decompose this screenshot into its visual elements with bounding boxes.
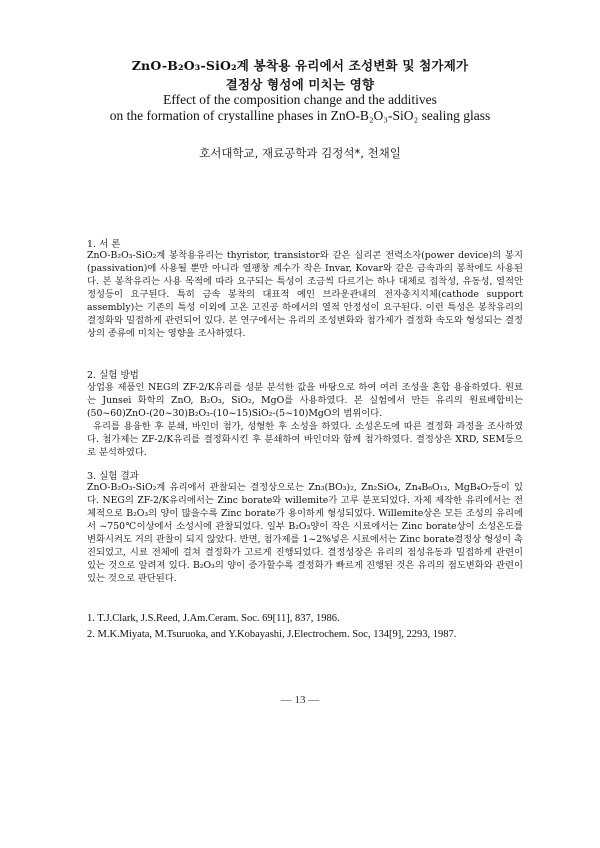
- section-body-introduction: [87, 249, 523, 340]
- reference-list: [87, 611, 527, 643]
- paragraph: 유리를 용융한 후 분쇄, 바인더 첨가, 성형한 후 소성을 하였다. 소성온도에 따른 결정화 과정을 조사하였다. 첨가제는 ZF-2/K유리를 결정화시킨 후 분쇄하여 바인더와 함께 첨가하였다. 결정상은 XRD, SEM등으로 분석하였다.: [87, 421, 523, 458]
- title-korean-line-2: 결정상 형성에 미치는 영향: [225, 77, 375, 92]
- paragraph: 상업용 제품인 NEG의 ZF-2/K유리를 성분 분석한 값을 바탕으로 하여 여러 조성을 혼합 용융하였다. 원료는 Junsei 화학의 ZnO, B₂O₃, SiO₂, MgO를 사용하였다. 본 실험에서 만든 유리의 원료배합비는 (50~60)ZnO-(20~30)B₂O₃-(10~15)SiO₂-(5~10)MgO의 범위이다.: [87, 382, 523, 419]
- section-body-methods: [87, 381, 523, 459]
- section-heading-introduction: 1. 서 론: [87, 239, 121, 250]
- reference-item: 2. M.K.Miyata, M.Tsuruoka, and Y.Kobayashi, J.Electrochem. Soc, 134[9], 2293, 1987.: [87, 629, 457, 640]
- author-line: 호서대학교, 재료공학과 김정석*, 천채일: [199, 146, 401, 160]
- title-english-line-2: on the formation of crystalline phases in ZnO-B₂O₃-SiO₂ sealing glass: [109, 108, 491, 123]
- page-number: — 13 —: [280, 694, 320, 706]
- title-english-line-1: Effect of the composition change and the additives: [163, 92, 437, 107]
- paragraph: ZnO-B₂O₃-SiO₂계 유리에서 관찰되는 결정상으로는 Zn₃(BO₃)₂, Zn₂SiO₄, Zn₄B₆O₁₃, MgB₄O₇등이 있다. NEG의 ZF-2/K유리에서는 Zinc borate와 willemite가 고루 분포되었다. 자체 제작한 유리에서는 전체적으로 B₂O₃의 양이 많을수록 Zinc borate가 용이하게 형성되었다. Willemite상은 모든 조성의 유리에서 ~750℃이상에서 소성시에 관찰되었다. 일부 B₂O₃양이 작은 시료에서는 Zinc borate상이 소성온도를 변화시켜도 거의 관찰이 되지 않았다. 반면, 첨가제를 1~2%넣은 시료에서는 Zinc borate결정상 형성이 촉진되었고, 시료 전체에 걸쳐 결정화가 고르게 진행되었다. 결정성장은 유리의 점성유동과 밀접하게 관련이 있는 것으로 알려져 있다. B₂O₃의 양이 증가할수록 결정화가 빠르게 진행된 것은 유리의 점도변화와 관련이 있는 것으로 판단된다.: [87, 482, 523, 584]
- section-heading-methods: 2. 실험 방법: [87, 370, 139, 381]
- paragraph: ZnO-B₂O₃-SiO₂계 봉착용유리는 thyristor, transistor와 같은 실리콘 전력소자(power device)의 봉지(passivation)에 사용될 뿐만 아니라 열팽창 계수가 작은 Invar, Kovar와 같은 금속과의 봉착에도 사용된다. 본 봉착유리는 사용 목적에 따라 요구되는 특성이 조금씩 다르기는 하나 대체로 접착성, 유동성, 열적안정성등이 요구된다. 특히 금속 봉착의 대표적 예인 브라운관내의 전자총지지체(cathode support assembly)는 기존의 특성 이외에 고온 고진공 하에서의 열적 안정성이 요구된다. 이런 특성은 봉착유리의 결정화와 밀접하게 관련되어 있다. 본 연구에서는 유리의 조성변화와 첨가제가 결정화 속도와 형성되는 결정상의 종류에 미치는 영향을 조사하였다.: [87, 250, 523, 339]
- reference-item: 1. T.J.Clark, J.S.Reed, J.Am.Ceram. Soc. 69[11], 837, 1986.: [87, 613, 340, 624]
- title-korean-line-1: ZnO-B₂O₃-SiO₂계 봉착용 유리에서 조성변화 및 첨가제가: [131, 58, 469, 73]
- section-body-results: [87, 481, 523, 585]
- section-heading-results: 3. 실험 결과: [87, 471, 139, 482]
